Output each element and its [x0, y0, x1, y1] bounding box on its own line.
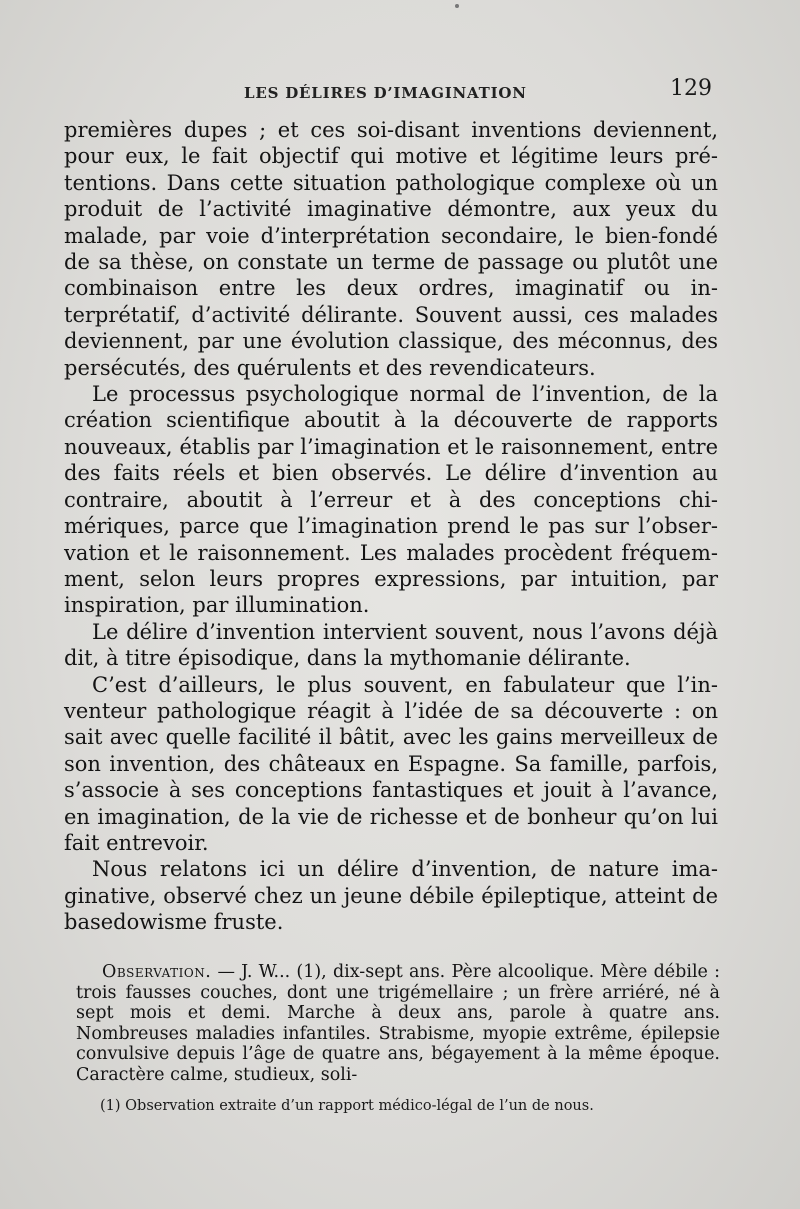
paragraph-4: C’est d’ailleurs, le plus souvent, en fabulateur que l’inventeur pathologique réagit à l’idée de sa découverte : on sait avec quelle facilité il bâtit, avec les gains merveilleux de son invention, des châteaux en Espagne. Sa famille, parfois, s’associe à ses conceptions fantastiques et jouit à l’avance, en imagination, de la vie de richesse et de bonheur qu’on lui fait entrevoir. — [64, 672, 718, 855]
paragraph-5: Nous relatons ici un délire d’invention, de nature imaginative, observé chez un jeune débile épileptique, atteint de basedowisme fruste. — [64, 857, 718, 935]
observation-paragraph — [76, 962, 720, 1086]
observation-block — [76, 962, 720, 1086]
observation-text: — J. W... (1), dix-sept ans. Père alcoolique. Mère débile : trois fausses couches, dont une trigémellaire ; un frère arriéré, né à sept mois et demi. Marche à deux ans, parole à quatre ans. Nombreuses maladies infantiles. Strabisme, myopie extrême, épilepsie convulsive depuis l’âge de quatre ans, bégayement à la même époque. Caractère calme, studieux, soli- — [76, 962, 720, 1085]
main-text — [64, 117, 718, 936]
paragraph-2: Le processus psychologique normal de l’invention, de la création scientifique aboutit à la découverte de rapports nouveaux, établis par l’imagination et le raisonnement, entre des faits réels et bien observés. Le délire d’invention au contraire, aboutit à l’erreur et à des conceptions chimériques, parce que l’imagination prend le pas sur l’observation et le raisonnement. Les malades procèdent fréquemment, selon leurs propres expressions, par intuition, par inspiration, par illumination. — [64, 382, 718, 618]
observation-label: Observation. — [102, 962, 212, 982]
page-speck — [455, 4, 459, 8]
page-number: 129 — [670, 76, 712, 101]
footnote: (1) Observation extraite d’un rapport médico-légal de l’un de nous. — [100, 1098, 594, 1114]
running-title: LES DÉLIRES D’IMAGINATION — [244, 84, 527, 102]
paragraph-1: premières dupes ; et ces soi-disant inventions deviennent, pour eux, le fait objectif qui motive et légitime leurs prétentions. Dans cette situation pathologique complexe où un produit de l’activité imaginative démontre, aux yeux du malade, par voie d’interprétation secondaire, le bien-fondé de sa thèse, on constate un terme de passage ou plutôt une combinaison entre les deux ordres, imaginatif ou interprétatif, d’activité délirante. Souvent aussi, ces malades deviennent, par une évolution classique, des méconnus, des persécutés, des quérulents et des revendicateurs. — [64, 118, 718, 380]
paragraph-3: Le délire d’invention intervient souvent, nous l’avons déjà dit, à titre épisodique, dans la mythomanie délirante. — [64, 619, 718, 671]
